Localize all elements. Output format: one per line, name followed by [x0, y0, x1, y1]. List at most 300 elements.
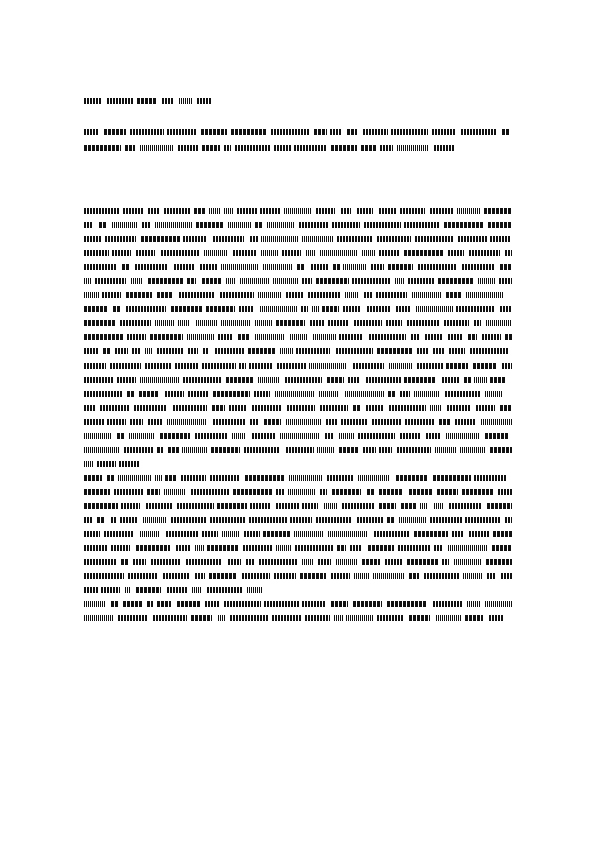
text-word [442, 377, 460, 383]
text-word [353, 405, 361, 411]
text-word [111, 517, 117, 523]
text-word [411, 334, 419, 340]
text-word [207, 587, 243, 593]
text-word [239, 363, 246, 369]
text-word [148, 419, 163, 425]
text-word [248, 348, 276, 354]
text-word [424, 573, 460, 579]
text-word [449, 503, 482, 509]
text-word [361, 145, 376, 151]
text-word [433, 475, 471, 481]
text-word [460, 447, 485, 453]
text-word [353, 601, 382, 607]
text-word [122, 264, 130, 270]
body-line [84, 264, 512, 270]
text-word [84, 559, 116, 565]
text-word [467, 601, 480, 607]
text-word [136, 545, 170, 551]
text-word [84, 447, 120, 453]
text-word [489, 615, 504, 621]
text-word [118, 615, 148, 621]
text-word [407, 320, 440, 326]
text-word [174, 264, 194, 270]
text-word [417, 348, 428, 354]
text-word [218, 334, 233, 340]
text-word [353, 363, 384, 369]
text-word [276, 489, 285, 495]
text-word [465, 517, 500, 523]
text-word [125, 145, 135, 151]
text-word [167, 419, 207, 425]
text-word [264, 601, 299, 607]
text-word [490, 236, 511, 242]
text-word [84, 601, 106, 607]
text-word [444, 320, 469, 326]
body-line [84, 461, 512, 467]
text-word [357, 517, 384, 523]
text-word [245, 475, 284, 481]
text-word [317, 447, 334, 453]
text-word [437, 489, 458, 495]
text-word [438, 278, 473, 284]
body-line [84, 348, 512, 354]
body-line [84, 292, 512, 298]
text-word [206, 306, 235, 312]
text-word [114, 489, 144, 495]
text-word [324, 503, 338, 509]
text-word [485, 601, 512, 607]
text-word [258, 377, 280, 383]
body-line [84, 601, 512, 607]
text-word [84, 433, 112, 439]
text-word [379, 503, 396, 509]
text-word [173, 405, 207, 411]
text-word [127, 391, 135, 397]
text-word [133, 559, 146, 565]
text-word [204, 250, 228, 256]
text-word [247, 587, 262, 593]
text-word [499, 278, 512, 284]
text-word [84, 208, 119, 214]
text-word [155, 320, 174, 326]
text-word [126, 292, 152, 298]
text-word [252, 405, 282, 411]
text-word [409, 615, 430, 621]
text-word [485, 433, 508, 439]
text-word [389, 363, 412, 369]
text-word [320, 405, 348, 411]
text-word [397, 447, 431, 453]
text-word [160, 433, 190, 439]
text-word [188, 391, 208, 397]
text-word [478, 278, 495, 284]
text-word [139, 391, 159, 397]
body-line [84, 363, 512, 369]
text-word [153, 615, 187, 621]
text-word [409, 573, 419, 579]
text-word [409, 489, 432, 495]
body-line [84, 545, 512, 551]
text-word [446, 433, 480, 439]
text-word [117, 377, 136, 383]
text-word [395, 278, 405, 284]
text-word [111, 545, 130, 551]
text-word [95, 278, 126, 284]
text-word [379, 489, 403, 495]
text-word [294, 145, 326, 151]
text-word [125, 587, 131, 593]
text-word [240, 278, 270, 284]
text-word [379, 250, 400, 256]
text-word [211, 447, 240, 453]
body-line [84, 587, 512, 593]
text-word [469, 531, 489, 537]
text-word [166, 531, 199, 537]
text-word [255, 222, 263, 228]
text-word [260, 208, 280, 214]
text-word [202, 145, 220, 151]
text-word [325, 433, 334, 439]
text-word [294, 531, 324, 537]
text-word [408, 278, 434, 284]
text-word [121, 559, 128, 565]
text-word [263, 531, 290, 537]
text-word [84, 292, 99, 298]
text-word [194, 208, 205, 214]
text-word [182, 447, 207, 453]
text-word [84, 545, 108, 551]
text-word [302, 559, 314, 565]
text-word [320, 250, 357, 256]
text-word [313, 334, 336, 340]
text-word [164, 489, 186, 495]
text-word [255, 334, 285, 340]
text-word [147, 601, 153, 607]
text-word [176, 545, 190, 551]
text-word [379, 208, 396, 214]
text-word [250, 503, 271, 509]
text-word [267, 222, 295, 228]
text-word [400, 433, 421, 439]
text-word [458, 236, 487, 242]
body-line [84, 573, 512, 579]
text-word [452, 531, 464, 537]
text-word [104, 129, 126, 135]
text-word [104, 531, 134, 537]
text-word [195, 573, 205, 579]
text-word [414, 531, 448, 537]
text-word [331, 145, 357, 151]
text-word [339, 433, 354, 439]
text-word [249, 363, 272, 369]
text-word [404, 250, 444, 256]
text-word [84, 306, 108, 312]
text-word [183, 377, 221, 383]
text-word [84, 587, 98, 593]
text-word [230, 615, 269, 621]
text-word [352, 278, 391, 284]
text-word [306, 250, 316, 256]
text-word [141, 236, 180, 242]
text-word [192, 587, 201, 593]
text-word [210, 517, 246, 523]
text-word [316, 517, 352, 523]
text-word [183, 236, 207, 242]
text-word [142, 222, 150, 228]
text-word [377, 615, 403, 621]
text-word [337, 545, 346, 551]
text-word [276, 503, 299, 509]
text-word [302, 236, 333, 242]
text-word [136, 250, 155, 256]
text-word [263, 264, 293, 270]
body-line [84, 447, 512, 453]
text-word [175, 363, 198, 369]
text-word [505, 517, 512, 523]
body-line [84, 208, 512, 214]
text-word [302, 278, 312, 284]
body-line [84, 377, 512, 383]
text-word [396, 306, 410, 312]
text-word [171, 517, 207, 523]
text-word [110, 363, 141, 369]
text-word [377, 236, 411, 242]
text-word [84, 377, 114, 383]
text-word [290, 517, 312, 523]
text-word [493, 531, 512, 537]
text-word [250, 419, 259, 425]
text-word [84, 278, 91, 284]
text-word [339, 334, 363, 340]
text-word [97, 461, 116, 467]
text-word [331, 573, 350, 579]
text-word [143, 517, 166, 523]
text-word [228, 222, 252, 228]
text-word [187, 278, 196, 284]
text-word [474, 475, 507, 481]
text-word [213, 419, 246, 425]
text-word [145, 363, 171, 369]
text-word [226, 377, 253, 383]
text-word [331, 601, 348, 607]
text-word [336, 559, 358, 565]
body-line [84, 306, 512, 312]
text-word [385, 559, 402, 565]
text-word [445, 391, 480, 397]
text-word [462, 489, 493, 495]
text-word [84, 615, 114, 621]
text-word [84, 250, 109, 256]
text-word [376, 292, 407, 298]
text-word [165, 475, 176, 481]
text-word [84, 475, 102, 481]
text-word [400, 391, 410, 397]
text-word [433, 601, 463, 607]
text-word [400, 208, 425, 214]
text-word [165, 391, 184, 397]
text-word [84, 264, 117, 270]
body-line [84, 615, 512, 621]
text-word [99, 222, 107, 228]
text-word [255, 320, 272, 326]
text-word [258, 292, 282, 298]
text-word [84, 222, 93, 228]
text-word [150, 334, 183, 340]
body-line [84, 419, 512, 425]
text-word [261, 236, 298, 242]
text-word [244, 531, 260, 537]
text-word [111, 601, 118, 607]
text-word [309, 363, 347, 369]
text-word [430, 517, 462, 523]
text-word [224, 145, 231, 151]
text-word [277, 363, 306, 369]
text-word [113, 306, 121, 312]
text-word [84, 419, 104, 425]
text-word [447, 405, 470, 411]
body-line [84, 489, 512, 495]
text-word [363, 447, 376, 453]
text-word [286, 447, 314, 453]
text-word [168, 447, 179, 453]
body-line [84, 320, 512, 326]
text-word [84, 145, 121, 151]
text-word [128, 573, 158, 579]
text-word [439, 419, 451, 425]
text-word [301, 306, 308, 312]
text-word [123, 601, 143, 607]
text-word [233, 489, 273, 495]
text-word [457, 208, 480, 214]
text-word [178, 320, 190, 326]
text-word [220, 292, 254, 298]
text-word [364, 222, 401, 228]
text-word [135, 264, 168, 270]
text-word [414, 391, 440, 397]
text-word [500, 306, 512, 312]
text-word [305, 615, 330, 621]
text-word [434, 503, 444, 509]
text-word [209, 208, 221, 214]
text-word [252, 433, 275, 439]
text-word [285, 377, 322, 383]
text-word [117, 433, 125, 439]
text-word [288, 489, 315, 495]
text-word [250, 236, 258, 242]
text-word [188, 348, 198, 354]
text-word [387, 517, 395, 523]
text-word [120, 320, 151, 326]
text-word [343, 306, 361, 312]
text-word [276, 545, 291, 551]
body-line [84, 503, 512, 509]
text-word [464, 377, 471, 383]
text-word [316, 278, 349, 284]
document-body [84, 208, 512, 629]
text-word [318, 559, 331, 565]
text-word [436, 615, 461, 621]
text-word [232, 433, 246, 439]
text-word [326, 419, 338, 425]
text-word [84, 320, 116, 326]
text-word [449, 348, 465, 354]
text-word [354, 573, 370, 579]
text-word [388, 264, 413, 270]
text-word [492, 545, 512, 551]
text-word [167, 587, 188, 593]
text-word [231, 129, 266, 135]
text-word [367, 306, 391, 312]
text-word [346, 615, 373, 621]
text-word [299, 222, 329, 228]
text-word [235, 145, 271, 151]
text-word [374, 531, 410, 537]
text-word [84, 391, 122, 397]
text-word [300, 573, 326, 579]
text-word [286, 419, 321, 425]
text-word [416, 306, 453, 312]
text-word [490, 447, 512, 453]
text-word [456, 306, 495, 312]
text-word [202, 278, 221, 284]
text-word [177, 503, 214, 509]
text-word [84, 531, 100, 537]
text-word [412, 292, 441, 298]
body-line [84, 391, 512, 397]
text-word [287, 405, 315, 411]
text-word [468, 334, 477, 340]
text-word [84, 363, 106, 369]
text-word [342, 503, 375, 509]
running-header [84, 98, 211, 104]
text-word [484, 208, 512, 214]
text-word [221, 264, 259, 270]
text-word [157, 447, 163, 453]
text-word [490, 377, 505, 383]
text-word [462, 264, 495, 270]
text-word [362, 250, 375, 256]
text-word [481, 419, 512, 425]
text-word [151, 559, 180, 565]
body-line [84, 334, 512, 340]
text-word [498, 489, 512, 495]
text-word [228, 559, 241, 565]
text-word [121, 503, 140, 509]
text-word [328, 531, 368, 537]
text-word [290, 334, 308, 340]
text-word [366, 405, 384, 411]
body-line [84, 531, 512, 537]
text-word [289, 475, 322, 481]
text-word [444, 222, 483, 228]
text-word [226, 278, 236, 284]
text-word [446, 363, 468, 369]
text-word [377, 348, 413, 354]
text-word [319, 391, 339, 397]
text-word [316, 208, 335, 214]
text-word [430, 405, 441, 411]
text-word [222, 531, 239, 537]
text-word [273, 278, 298, 284]
text-word [163, 573, 190, 579]
text-word [243, 545, 272, 551]
text-word [339, 447, 358, 453]
text-word [345, 292, 359, 298]
text-word [237, 208, 257, 214]
text-word [369, 334, 406, 340]
text-word [215, 348, 245, 354]
text-word [399, 517, 426, 523]
